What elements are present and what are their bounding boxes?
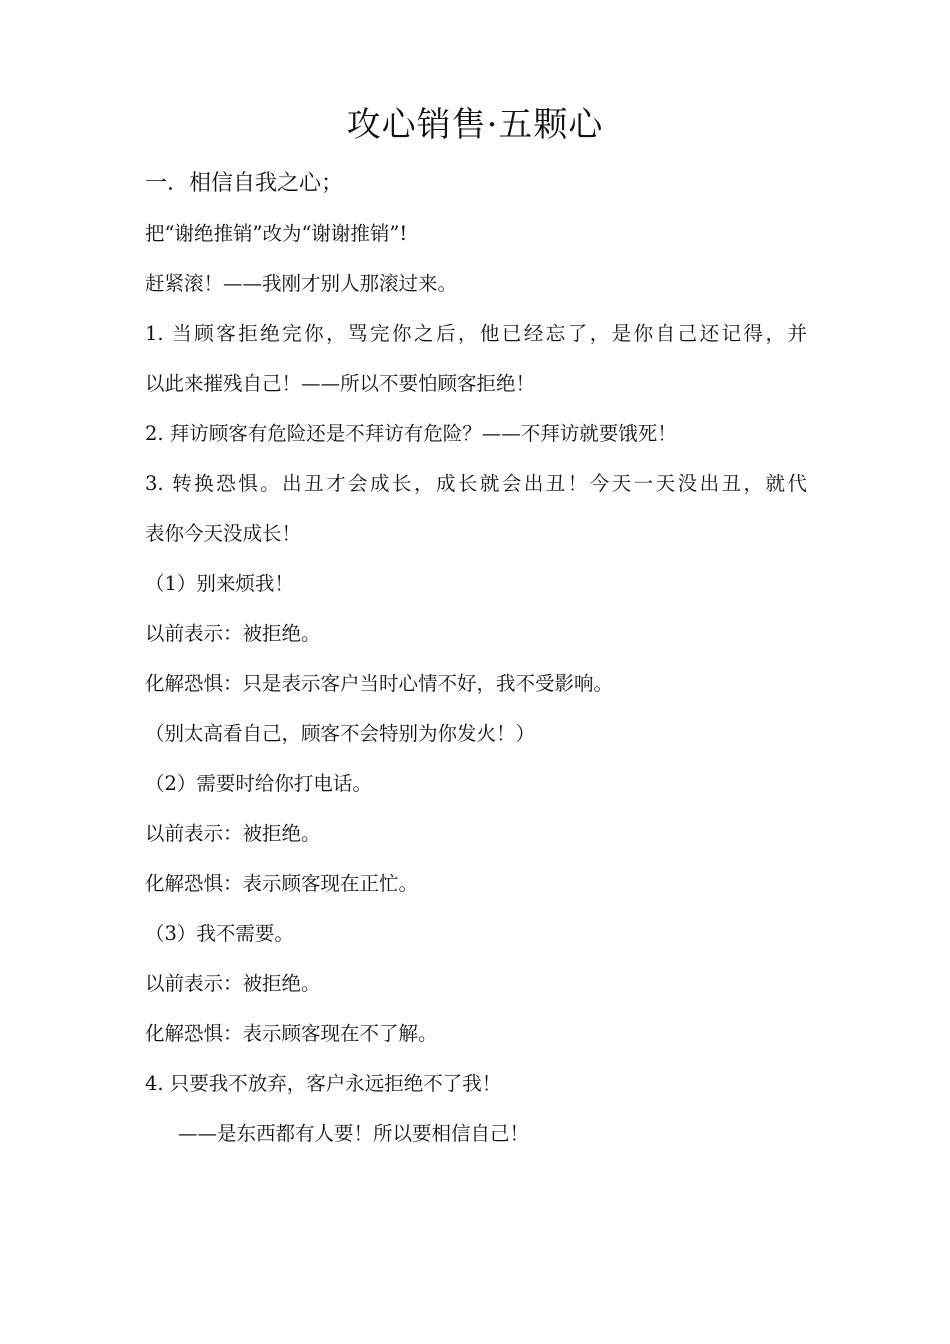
paragraph-line: 化解恐惧：表示顾客现在不了解。: [145, 1022, 438, 1045]
paragraph-line: 以此来摧残自己！——所以不要怕顾客拒绝！: [145, 372, 536, 395]
paragraph-line: 3. 转换恐惧。出丑才会成长，成长就会出丑！今天一天没出丑，就代: [145, 472, 807, 495]
paragraph-line: 表你今天没成长！: [145, 522, 302, 545]
paragraph-line: 1. 当顾客拒绝完你，骂完你之后，他已经忘了，是你自己还记得，并: [145, 322, 807, 345]
paragraph-line: 2. 拜访顾客有危险还是不拜访有危险？——不拜访就要饿死！: [145, 422, 677, 445]
paragraph-line: 赶紧滚！——我刚才别人那滚过来。: [145, 272, 458, 295]
document-title: 攻心销售·五颗心: [346, 105, 604, 145]
paragraph-line: （别太高看自己，顾客不会特别为你发火！）: [145, 722, 536, 745]
paragraph-line: 4. 只要我不放弃，客户永远拒绝不了我！: [145, 1072, 502, 1095]
paragraph-line: 化解恐惧：表示顾客现在正忙。: [145, 872, 419, 895]
section-heading: 一．相信自我之心；: [145, 171, 344, 196]
paragraph-line: 以前表示：被拒绝。: [145, 622, 321, 645]
paragraph-line: ——是东西都有人要！所以要相信自己！: [178, 1122, 530, 1145]
paragraph-line: 化解恐惧：只是表示客户当时心情不好，我不受影响。: [145, 672, 614, 695]
paragraph-line: （3）我不需要。: [145, 922, 294, 945]
paragraph-line: 以前表示：被拒绝。: [145, 972, 321, 995]
paragraph-line: 把“谢绝推销”改为“谢谢推销”!: [145, 222, 408, 245]
paragraph-line: （2）需要时给你打电话。: [145, 772, 372, 795]
paragraph-line: （1）别来烦我！: [145, 572, 294, 595]
paragraph-line: 以前表示：被拒绝。: [145, 822, 321, 845]
